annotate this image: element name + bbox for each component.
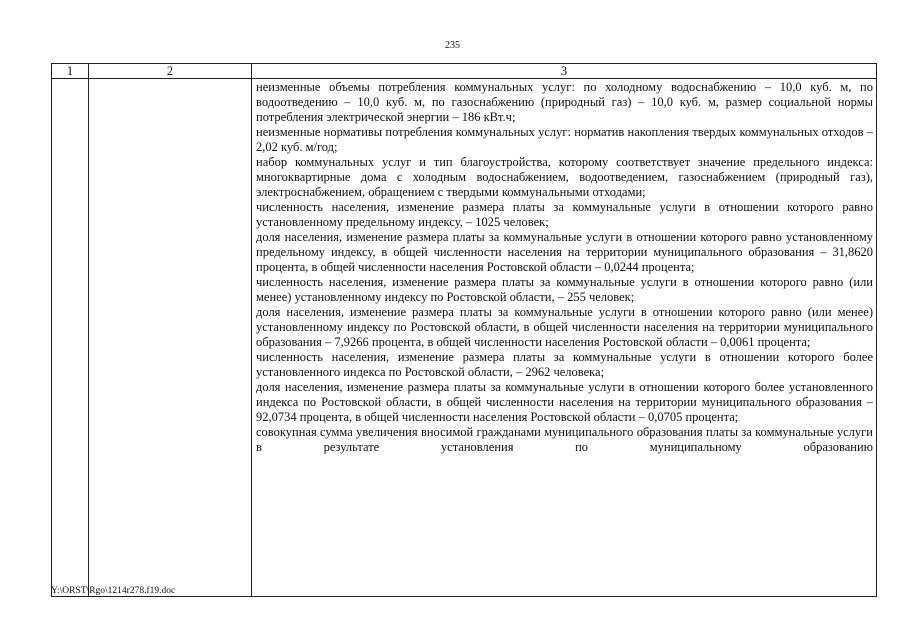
paragraph-utility-set: набор коммунальных услуг и тип благоустройства, которому соответствует значение предельного индекса: многоквартирные дома с холодным водоснабжением, водоотведением, газоснабжением (природный газ), электроснабжением, обращением с твердыми коммунальными отходами;	[256, 155, 873, 199]
paragraph-total-increase: совокупная сумма увеличения вносимой гражданами муниципального образования платы за коммунальные услуги в результате установления по муниципальному образованию	[256, 425, 873, 454]
paragraph-population-above-regional: численность населения, изменение размера платы за коммунальные услуги в отношении которого более установленного индекса по Ростовской области, – 2962 человека;	[256, 350, 873, 379]
table-header-row	[52, 64, 877, 79]
column-header-1: 1	[52, 64, 89, 79]
footer-file-path: Y:\ORST\Rgo\1214r278.f19.doc	[51, 586, 176, 596]
column-2-cell	[89, 79, 252, 597]
column-3-cell	[252, 79, 877, 597]
document-table	[51, 63, 877, 597]
page-number: 235	[445, 40, 460, 51]
paragraph-population-equal-or-less-regional: численность населения, изменение размера платы за коммунальные услуги в отношении которого равно (или менее) установленному индексу по Ростовской области, – 255 человек;	[256, 275, 873, 304]
table-row	[52, 79, 877, 597]
paragraph-fixed-consumption-norms: неизменные нормативы потребления коммунальных услуг: норматив накопления твердых коммунальных отходов – 2,02 куб. м/год;	[256, 125, 873, 154]
column-header-3: 3	[252, 64, 877, 79]
paragraph-share-equal-or-less-regional: доля населения, изменение размера платы за коммунальные услуги в отношении которого равно (или менее) установленному индексу по Ростовской области, в общей численности населения на территории муниципального образования – 7,9266 процента, в общей численности населения Ростовской области – 0,0061 процента;	[256, 305, 873, 349]
column-1-cell	[52, 79, 89, 597]
paragraph-share-equal-limit: доля населения, изменение размера платы за коммунальные услуги в отношении которого равно установленному предельному индексу, в общей численности населения на территории муниципального образования – 31,8620 процента, в общей численности населения Ростовской области – 0,0244 процента;	[256, 230, 873, 274]
paragraph-fixed-consumption-volumes: неизменные объемы потребления коммунальных услуг: по холодному водоснабжению – 10,0 куб. м, по водоотведению – 10,0 куб. м, по газоснабжению (природный газ) – 10,0 куб. м, размер социальной нормы потребления электрической энергии – 186 кВт.ч;	[256, 80, 873, 124]
paragraph-share-above-regional: доля населения, изменение размера платы за коммунальные услуги в отношении которого более установленного индекса по Ростовской области, в общей численности населения на территории муниципального образования – 92,0734 процента, в общей численности населения Ростовской области – 0,0705 процента;	[256, 380, 873, 424]
paragraph-population-equal-limit: численность населения, изменение размера платы за коммунальные услуги в отношении которого равно установленному предельному индексу, – 1025 человек;	[256, 200, 873, 229]
column-3-content	[252, 79, 876, 455]
column-header-2: 2	[89, 64, 252, 79]
